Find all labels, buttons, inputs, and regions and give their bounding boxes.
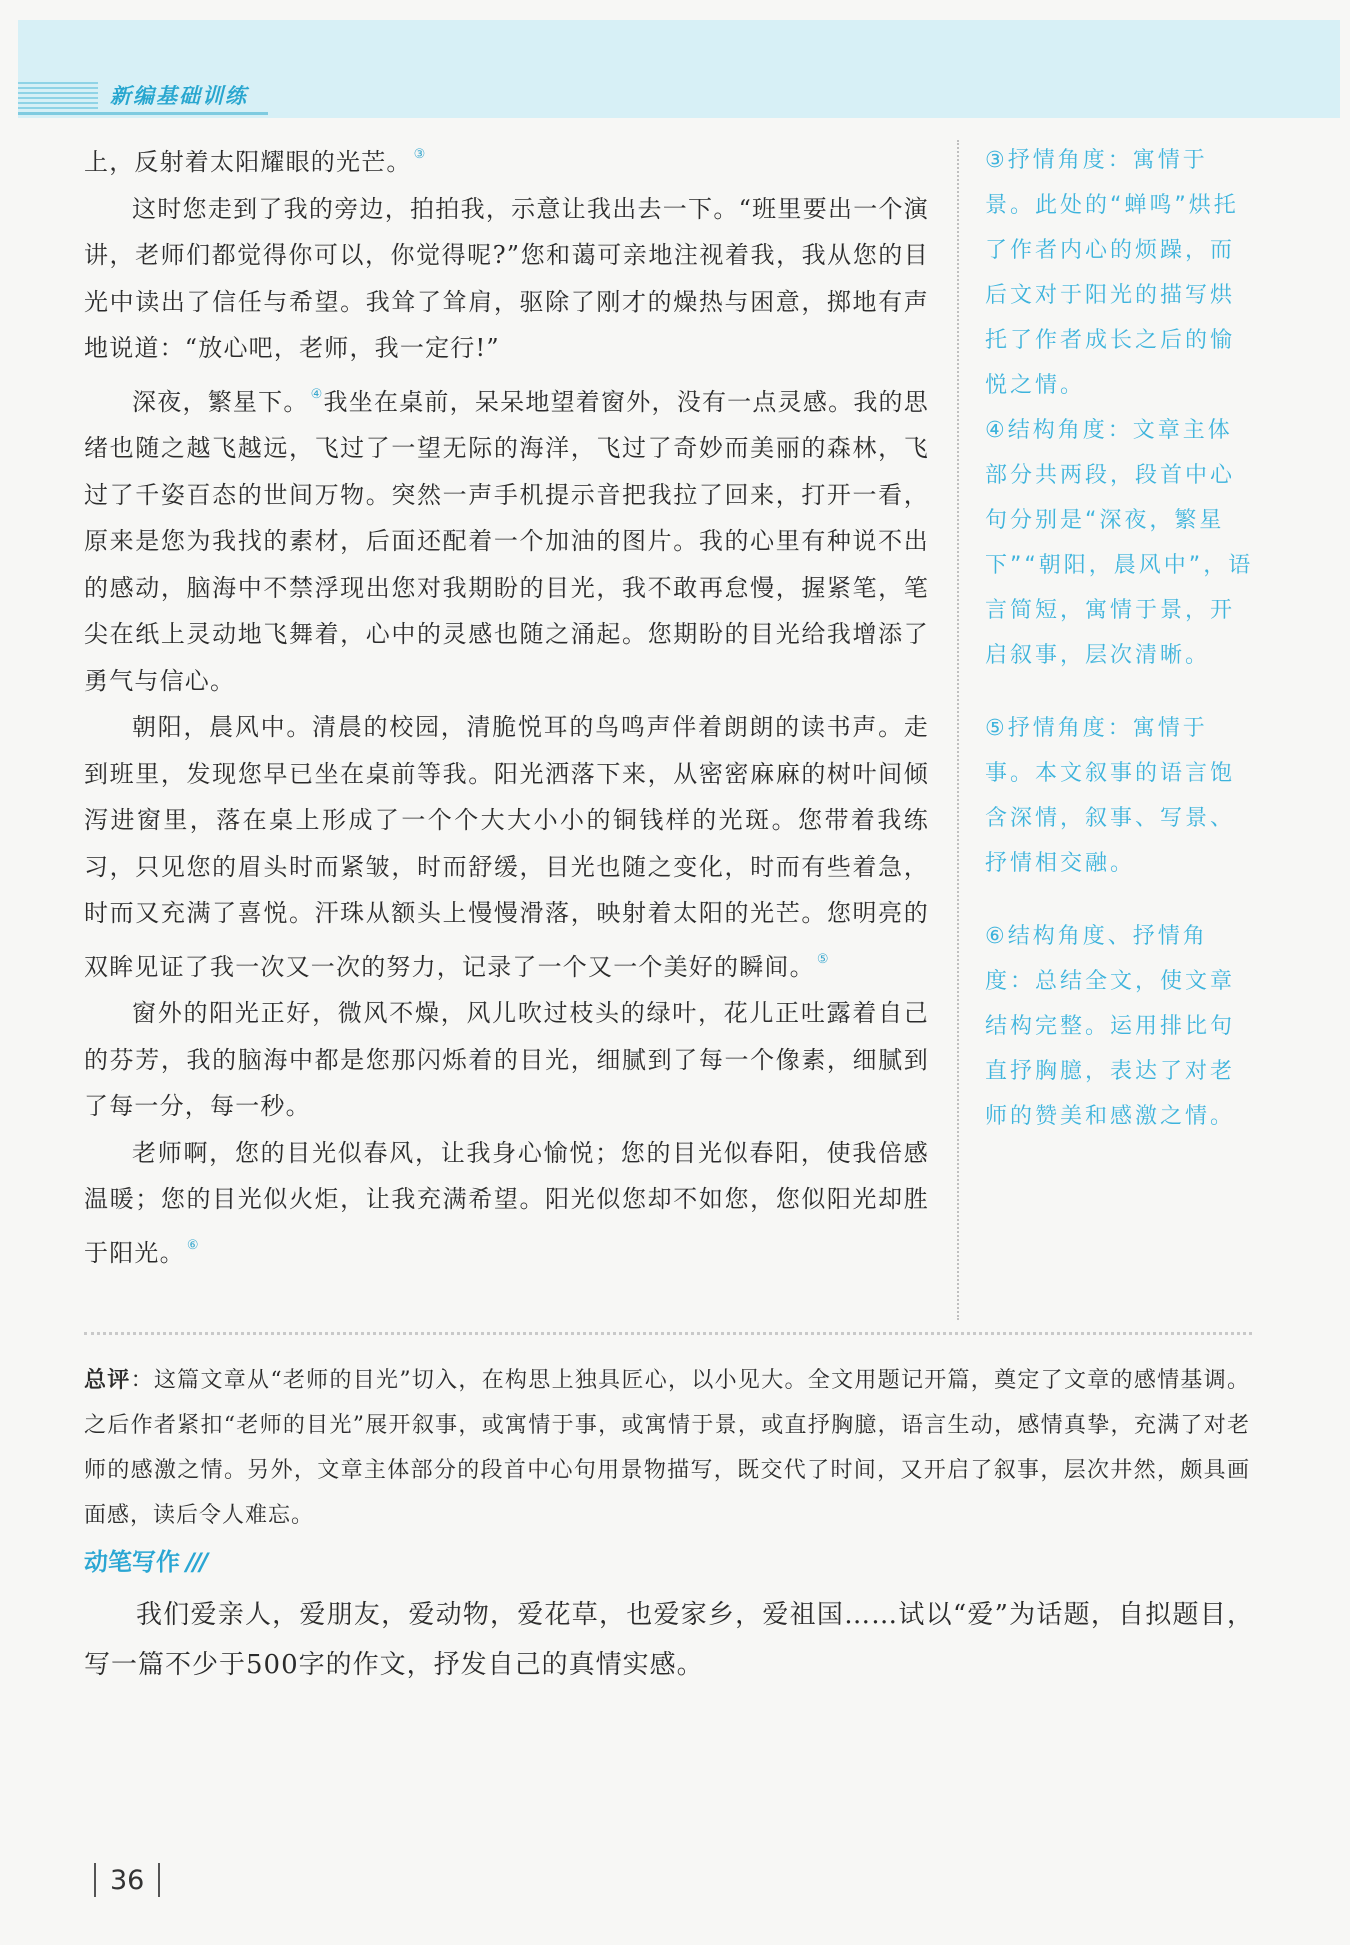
page-number-bar bbox=[94, 1863, 96, 1897]
annotation-marker: ③ bbox=[413, 147, 427, 162]
summary-label: 总评 bbox=[84, 1368, 131, 1393]
essay-paragraph: 上，反射着太阳耀眼的光芒。 ③ bbox=[84, 147, 427, 176]
page-number-bar bbox=[158, 1863, 160, 1897]
annotation-marker: ④ bbox=[310, 386, 324, 402]
annotation-sidebar bbox=[985, 138, 1255, 1167]
header-title: 新编基础训练 bbox=[110, 84, 248, 108]
essay-paragraph: 老师啊，您的目光似春风，让我身心愉悦；您的目光似春阳，使我倍感温暖；您的目光似火炬，让我充满希望。阳光似您却不如您，您似阳光却胜于阳光。 ⑥ bbox=[84, 1138, 929, 1267]
column-divider bbox=[957, 140, 959, 1320]
heading-slashes: /// bbox=[186, 1548, 207, 1576]
header-rule bbox=[18, 112, 268, 115]
summary-text: ：这篇文章从“老师的目光”切入，在构思上独具匠心，以小见大。全文用题记开篇，奠定了文章的感情基调。之后作者紧扣“老师的目光”展开叙事，或寓情于事，或寓情于景，或直抒胸臆，语言生动，感情真挚，充满了对老师的感激之情。另外，文章主体部分的段首中心句用景物描写，既交代了时间，又开启了叙事，层次井然，颇具画面感，读后令人难忘。 bbox=[84, 1368, 1250, 1528]
summary-comment bbox=[84, 1358, 1250, 1538]
writing-prompt bbox=[84, 1590, 1254, 1690]
annotation-marker: ⑤ bbox=[816, 951, 830, 967]
sidebar-note: ⑤抒情角度：寓情于事。本文叙事的语言饱含深情，叙事、写景、抒情相交融。 bbox=[985, 716, 1236, 876]
page-number: 36 bbox=[80, 1860, 174, 1900]
essay-paragraph: 这时您走到了我的旁边，拍拍我，示意让我出去一下。“班里要出一个演讲，老师们都觉得你可以，你觉得呢?”您和蔼可亲地注视着我，我从您的目光中读出了信任与希望。我耸了耸肩，驱除了刚才的燥热与困意，掷地有声地说道：“放心吧，老师，我一定行!” bbox=[84, 194, 929, 362]
prompt-text: 我们爱亲人，爱朋友，爱动物，爱花草，也爱家乡，爱祖国……试以“爱”为话题，自拟题目，写一篇不少于500字的作文，抒发自己的真情实感。 bbox=[84, 1600, 1254, 1680]
essay-paragraph: 朝阳，晨风中。清晨的校园，清脆悦耳的鸟鸣声伴着朗朗的读书声。走到班里，发现您早已坐在桌前等我。阳光洒落下来，从密密麻麻的树叶间倾泻进窗里，落在桌上形成了一个个大大小小的铜钱样的光斑。您带着我练习，只见您的眉头时而紧皱，时而舒缓，目光也随之变化，时而有些着急，时而又充满了喜悦。汗珠从额头上慢慢滑落，映射着太阳的光芒。您明亮的双眸见证了我一次又一次的努力，记录了一个又一个美好的瞬间。 ⑤ bbox=[84, 713, 929, 981]
header-stripes bbox=[18, 82, 98, 112]
annotation-marker: ⑥ bbox=[186, 1237, 200, 1253]
section-divider bbox=[84, 1332, 1252, 1335]
essay-paragraph: 窗外的阳光正好，微风不燥，风儿吹过枝头的绿叶，花儿正吐露着自己的芬芳，我的脑海中都是您那闪烁着的目光，细腻到了每一个像素，细腻到了每一分，每一秒。 bbox=[84, 999, 929, 1120]
essay-paragraph: 深夜，繁星下。 ④我坐在桌前，呆呆地望着窗外，没有一点灵感。我的思绪也随之越飞越远，飞过了一望无际的海洋，飞过了奇妙而美丽的森林，飞过了千姿百态的世间万物。突然一声手机提示音把我拉了回来，打开一看，原来是您为我找的素材，后面还配着一个加油的图片。我的心里有种说不出的感动，脑海中不禁浮现出您对我期盼的目光，我不敢再怠慢，握紧笔，笔尖在纸上灵动地飞舞着，心中的灵感也随之涌起。您期盼的目光给我增添了勇气与信心。 bbox=[84, 386, 929, 695]
section-heading: 动笔写作 /// bbox=[84, 1548, 207, 1576]
sidebar-note: ④结构角度：文章主体部分共两段，段首中心句分别是“深夜，繁星下”“朝阳，晨风中”，语言简短，寓情于景，开启叙事，层次清晰。 bbox=[985, 418, 1254, 668]
sidebar-note: ③抒情角度：寓情于景。此处的“蝉鸣”烘托了作者内心的烦躁，而后文对于阳光的描写烘托了作者成长之后的愉悦之情。 bbox=[985, 148, 1239, 398]
sidebar-note: ⑥结构角度、抒情角度：总结全文，使文章结构完整。运用排比句直抒胸臆，表达了对老师的赞美和感激之情。 bbox=[985, 924, 1236, 1129]
essay-body bbox=[84, 132, 929, 1276]
